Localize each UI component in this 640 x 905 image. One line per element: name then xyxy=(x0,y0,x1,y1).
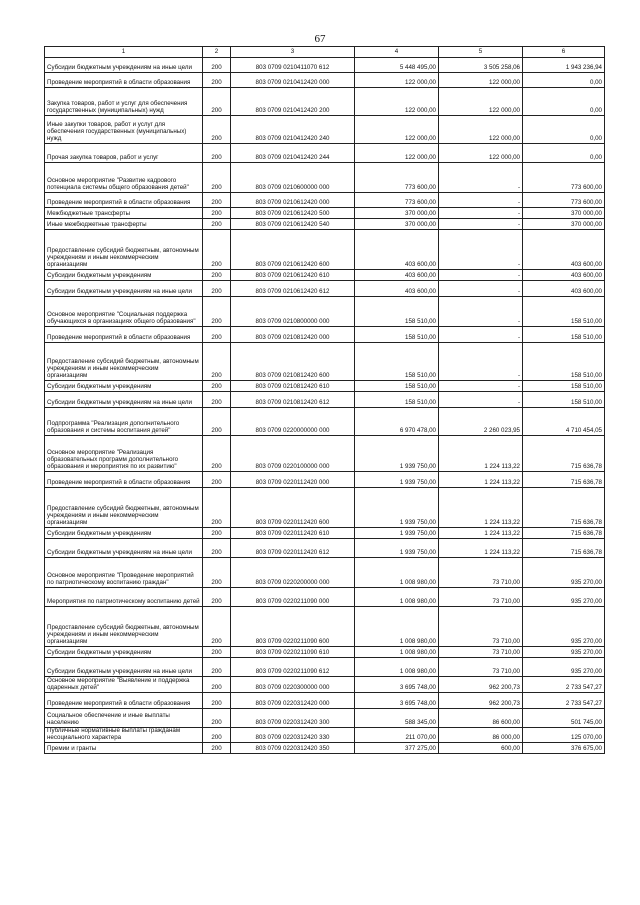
row-approved-cell: 6 970 478,00 xyxy=(355,408,439,436)
row-line-code-cell: 200 xyxy=(203,270,231,281)
row-name-cell: Основное мероприятие "Реализация образовательных программ дополнительного образования и мероприятия по их развитию" xyxy=(45,436,203,472)
row-name-cell: Закупка товаров, работ и услуг для обеспечения государственных (муниципальных) нужд xyxy=(45,88,203,116)
row-approved-cell: 1 008 980,00 xyxy=(355,558,439,588)
table-row xyxy=(45,647,605,658)
row-name-cell: Субсидии бюджетным учреждениям на иные цели xyxy=(45,539,203,558)
row-approved-cell: 122 000,00 xyxy=(355,116,439,144)
table-row xyxy=(45,709,605,728)
row-approved-cell: 211 070,00 xyxy=(355,728,439,743)
page-number: 67 xyxy=(314,33,326,45)
row-budget-code-cell: 803 0709 0220312420 000 xyxy=(231,693,355,709)
row-name-cell: Субсидии бюджетным учреждениям xyxy=(45,381,203,392)
row-unexecuted-cell: 935 270,00 xyxy=(523,588,605,607)
row-line-code-cell: 200 xyxy=(203,436,231,472)
row-line-code-cell: 200 xyxy=(203,297,231,327)
row-line-code-cell: 200 xyxy=(203,488,231,528)
row-executed-cell: 1 224 113,22 xyxy=(439,539,523,558)
row-name-cell: Основное мероприятие "Социальная поддержка обучающихся в организациях общего образования" xyxy=(45,297,203,327)
row-name-cell: Проведение мероприятий в области образования xyxy=(45,693,203,709)
table-row xyxy=(45,193,605,208)
row-line-code-cell: 200 xyxy=(203,327,231,343)
row-budget-code-cell: 803 0709 0220100000 000 xyxy=(231,436,355,472)
row-budget-code-cell: 803 0709 0220112420 600 xyxy=(231,488,355,528)
table-row xyxy=(45,728,605,743)
row-unexecuted-cell: 370 000,00 xyxy=(523,219,605,230)
table-row xyxy=(45,539,605,558)
row-unexecuted-cell: 715 636,78 xyxy=(523,488,605,528)
table-row xyxy=(45,144,605,163)
row-line-code-cell: 200 xyxy=(203,73,231,88)
table-row xyxy=(45,270,605,281)
row-budget-code-cell: 803 0709 0210412420 200 xyxy=(231,88,355,116)
row-executed-cell: 122 000,00 xyxy=(439,73,523,88)
row-executed-cell: - xyxy=(439,281,523,297)
table-body xyxy=(45,58,605,754)
header-cell: 2 xyxy=(203,47,231,58)
row-line-code-cell: 200 xyxy=(203,343,231,381)
table-row xyxy=(45,73,605,88)
row-line-code-cell: 200 xyxy=(203,728,231,743)
row-approved-cell: 403 600,00 xyxy=(355,281,439,297)
row-unexecuted-cell: 158 510,00 xyxy=(523,381,605,392)
row-budget-code-cell: 803 0709 0210612420 000 xyxy=(231,193,355,208)
row-name-cell: Субсидии бюджетным учреждениям xyxy=(45,270,203,281)
row-executed-cell: - xyxy=(439,270,523,281)
row-name-cell: Премии и гранты xyxy=(45,743,203,754)
header-cell: 3 xyxy=(231,47,355,58)
row-budget-code-cell: 803 0709 0210612420 610 xyxy=(231,270,355,281)
row-approved-cell: 3 695 748,00 xyxy=(355,677,439,693)
row-approved-cell: 158 510,00 xyxy=(355,343,439,381)
row-executed-cell: 2 260 023,95 xyxy=(439,408,523,436)
row-unexecuted-cell: 125 070,00 xyxy=(523,728,605,743)
row-budget-code-cell: 803 0709 0210412420 244 xyxy=(231,144,355,163)
row-name-cell: Проведение мероприятий в области образования xyxy=(45,327,203,343)
row-approved-cell: 773 600,00 xyxy=(355,163,439,193)
row-unexecuted-cell: 715 636,78 xyxy=(523,539,605,558)
row-executed-cell: 73 710,00 xyxy=(439,558,523,588)
row-line-code-cell: 200 xyxy=(203,539,231,558)
row-approved-cell: 1 939 750,00 xyxy=(355,472,439,488)
row-line-code-cell: 200 xyxy=(203,647,231,658)
row-budget-code-cell: 803 0709 0210800000 000 xyxy=(231,297,355,327)
row-executed-cell: 73 710,00 xyxy=(439,607,523,647)
table-row xyxy=(45,588,605,607)
row-name-cell: Социальное обеспечение и иные выплаты населению xyxy=(45,709,203,728)
table-row xyxy=(45,230,605,270)
row-approved-cell: 370 000,00 xyxy=(355,208,439,219)
row-executed-cell: 86 600,00 xyxy=(439,709,523,728)
row-name-cell: Предоставление субсидий бюджетным, автономным учреждениям и иным некоммерческим организациям xyxy=(45,343,203,381)
row-executed-cell: 1 224 113,22 xyxy=(439,528,523,539)
row-unexecuted-cell: 715 636,78 xyxy=(523,472,605,488)
row-unexecuted-cell: 2 733 547,27 xyxy=(523,677,605,693)
row-line-code-cell: 200 xyxy=(203,281,231,297)
header-cell: 1 xyxy=(45,47,203,58)
row-budget-code-cell: 803 0709 0210412420 240 xyxy=(231,116,355,144)
row-executed-cell: 962 200,73 xyxy=(439,693,523,709)
row-line-code-cell: 200 xyxy=(203,528,231,539)
row-line-code-cell: 200 xyxy=(203,709,231,728)
row-name-cell: Субсидии бюджетным учреждениям xyxy=(45,647,203,658)
row-line-code-cell: 200 xyxy=(203,607,231,647)
row-unexecuted-cell: 403 600,00 xyxy=(523,281,605,297)
row-approved-cell: 1 939 750,00 xyxy=(355,488,439,528)
row-line-code-cell: 200 xyxy=(203,743,231,754)
row-line-code-cell: 200 xyxy=(203,58,231,73)
row-approved-cell: 122 000,00 xyxy=(355,73,439,88)
row-executed-cell: 122 000,00 xyxy=(439,144,523,163)
row-budget-code-cell: 803 0709 0210812420 000 xyxy=(231,327,355,343)
table-row xyxy=(45,488,605,528)
row-line-code-cell: 200 xyxy=(203,658,231,677)
row-name-cell: Субсидии бюджетным учреждениям на иные цели xyxy=(45,658,203,677)
row-unexecuted-cell: 935 270,00 xyxy=(523,647,605,658)
row-executed-cell: - xyxy=(439,381,523,392)
row-executed-cell: 86 000,00 xyxy=(439,728,523,743)
row-line-code-cell: 200 xyxy=(203,558,231,588)
table-row xyxy=(45,116,605,144)
row-executed-cell: 962 200,73 xyxy=(439,677,523,693)
row-approved-cell: 1 008 980,00 xyxy=(355,658,439,677)
row-name-cell: Проведение мероприятий в области образования xyxy=(45,472,203,488)
row-executed-cell: - xyxy=(439,193,523,208)
table-row xyxy=(45,281,605,297)
row-budget-code-cell: 803 0709 0210812420 610 xyxy=(231,381,355,392)
table-row xyxy=(45,163,605,193)
row-executed-cell: 3 505 258,06 xyxy=(439,58,523,73)
row-executed-cell: - xyxy=(439,219,523,230)
row-approved-cell: 1 008 980,00 xyxy=(355,588,439,607)
row-name-cell: Публичные нормативные выплаты гражданам несоциального характера xyxy=(45,728,203,743)
row-approved-cell: 1 008 980,00 xyxy=(355,607,439,647)
row-line-code-cell: 200 xyxy=(203,230,231,270)
row-executed-cell: 122 000,00 xyxy=(439,116,523,144)
row-budget-code-cell: 803 0709 0220112420 610 xyxy=(231,528,355,539)
table-row xyxy=(45,219,605,230)
row-budget-code-cell: 803 0709 0220112420 000 xyxy=(231,472,355,488)
row-approved-cell: 122 000,00 xyxy=(355,144,439,163)
table-row xyxy=(45,408,605,436)
row-name-cell: Иные закупки товаров, работ и услуг для обеспечения государственных (муниципальных) нужд xyxy=(45,116,203,144)
row-budget-code-cell: 803 0709 0220211090 612 xyxy=(231,658,355,677)
row-unexecuted-cell: 403 600,00 xyxy=(523,230,605,270)
row-approved-cell: 3 695 748,00 xyxy=(355,693,439,709)
row-budget-code-cell: 803 0709 0210612420 600 xyxy=(231,230,355,270)
row-unexecuted-cell: 158 510,00 xyxy=(523,297,605,327)
budget-table xyxy=(44,46,605,754)
row-budget-code-cell: 803 0709 0210600000 000 xyxy=(231,163,355,193)
row-name-cell: Предоставление субсидий бюджетным, автономным учреждениям и иным некоммерческим организациям xyxy=(45,230,203,270)
row-unexecuted-cell: 715 636,78 xyxy=(523,528,605,539)
row-budget-code-cell: 803 0709 0210612420 540 xyxy=(231,219,355,230)
row-name-cell: Субсидии бюджетным учреждениям на иные цели xyxy=(45,281,203,297)
row-budget-code-cell: 803 0709 0210812420 600 xyxy=(231,343,355,381)
row-name-cell: Основное мероприятие "Проведение мероприятий по патриотическому воспитанию граждан" xyxy=(45,558,203,588)
table-row xyxy=(45,658,605,677)
row-unexecuted-cell: 158 510,00 xyxy=(523,392,605,408)
row-name-cell: Основное мероприятие "Развитие кадрового потенциала системы общего образования детей" xyxy=(45,163,203,193)
row-approved-cell: 1 939 750,00 xyxy=(355,539,439,558)
row-line-code-cell: 200 xyxy=(203,116,231,144)
row-approved-cell: 158 510,00 xyxy=(355,297,439,327)
header-row xyxy=(45,47,605,58)
table-row xyxy=(45,528,605,539)
row-name-cell: Субсидии бюджетным учреждениям на иные цели xyxy=(45,58,203,73)
row-approved-cell: 1 939 750,00 xyxy=(355,436,439,472)
table-row xyxy=(45,58,605,73)
row-executed-cell: 73 710,00 xyxy=(439,647,523,658)
table-row xyxy=(45,343,605,381)
row-unexecuted-cell: 158 510,00 xyxy=(523,327,605,343)
row-unexecuted-cell: 0,00 xyxy=(523,73,605,88)
row-unexecuted-cell: 935 270,00 xyxy=(523,607,605,647)
row-budget-code-cell: 803 0709 0210411070 612 xyxy=(231,58,355,73)
row-line-code-cell: 200 xyxy=(203,144,231,163)
row-executed-cell: 1 224 113,22 xyxy=(439,436,523,472)
row-name-cell: Подпрограмма "Реализация дополнительного образования и системы воспитания детей" xyxy=(45,408,203,436)
table-row xyxy=(45,472,605,488)
header-cell: 4 xyxy=(355,47,439,58)
table-row xyxy=(45,392,605,408)
row-unexecuted-cell: 376 675,00 xyxy=(523,743,605,754)
row-line-code-cell: 200 xyxy=(203,163,231,193)
table-row xyxy=(45,743,605,754)
table-row xyxy=(45,297,605,327)
row-name-cell: Предоставление субсидий бюджетным, автономным учреждениям и иным некоммерческим организациям xyxy=(45,607,203,647)
row-approved-cell: 403 600,00 xyxy=(355,270,439,281)
row-executed-cell: - xyxy=(439,208,523,219)
table-row xyxy=(45,436,605,472)
row-line-code-cell: 200 xyxy=(203,408,231,436)
table-row xyxy=(45,693,605,709)
row-unexecuted-cell: 501 745,00 xyxy=(523,709,605,728)
row-unexecuted-cell: 403 600,00 xyxy=(523,270,605,281)
row-approved-cell: 588 345,00 xyxy=(355,709,439,728)
row-executed-cell: - xyxy=(439,343,523,381)
row-budget-code-cell: 803 0709 0220300000 000 xyxy=(231,677,355,693)
row-line-code-cell: 200 xyxy=(203,219,231,230)
row-budget-code-cell: 803 0709 0220000000 000 xyxy=(231,408,355,436)
row-executed-cell: 600,00 xyxy=(439,743,523,754)
row-line-code-cell: 200 xyxy=(203,588,231,607)
row-executed-cell: - xyxy=(439,230,523,270)
row-name-cell: Межбюджетные трансферты xyxy=(45,208,203,219)
header-cell: 5 xyxy=(439,47,523,58)
row-approved-cell: 158 510,00 xyxy=(355,327,439,343)
row-name-cell: Субсидии бюджетным учреждениям на иные цели xyxy=(45,392,203,408)
row-line-code-cell: 200 xyxy=(203,208,231,219)
row-unexecuted-cell: 773 600,00 xyxy=(523,193,605,208)
row-unexecuted-cell: 935 270,00 xyxy=(523,658,605,677)
row-name-cell: Проведение мероприятий в области образования xyxy=(45,73,203,88)
row-budget-code-cell: 803 0709 0220312420 330 xyxy=(231,728,355,743)
row-executed-cell: 1 224 113,22 xyxy=(439,472,523,488)
table-row xyxy=(45,607,605,647)
row-budget-code-cell: 803 0709 0220211090 610 xyxy=(231,647,355,658)
row-name-cell: Иные межбюджетные трансферты xyxy=(45,219,203,230)
row-budget-code-cell: 803 0709 0220312420 300 xyxy=(231,709,355,728)
row-approved-cell: 377 275,00 xyxy=(355,743,439,754)
row-unexecuted-cell: 4 710 454,05 xyxy=(523,408,605,436)
row-name-cell: Основное мероприятие "Выявление и поддержка одаренных детей" xyxy=(45,677,203,693)
row-name-cell: Прочая закупка товаров, работ и услуг xyxy=(45,144,203,163)
row-approved-cell: 403 600,00 xyxy=(355,230,439,270)
row-line-code-cell: 200 xyxy=(203,193,231,208)
row-approved-cell: 773 600,00 xyxy=(355,193,439,208)
row-unexecuted-cell: 935 270,00 xyxy=(523,558,605,588)
row-unexecuted-cell: 1 943 236,94 xyxy=(523,58,605,73)
row-budget-code-cell: 803 0709 0210812420 612 xyxy=(231,392,355,408)
row-budget-code-cell: 803 0709 0210612420 500 xyxy=(231,208,355,219)
row-approved-cell: 5 448 495,00 xyxy=(355,58,439,73)
row-approved-cell: 122 000,00 xyxy=(355,88,439,116)
row-budget-code-cell: 803 0709 0220112420 612 xyxy=(231,539,355,558)
row-budget-code-cell: 803 0709 0220312420 350 xyxy=(231,743,355,754)
row-line-code-cell: 200 xyxy=(203,88,231,116)
row-executed-cell: - xyxy=(439,297,523,327)
row-unexecuted-cell: 0,00 xyxy=(523,116,605,144)
table-row xyxy=(45,88,605,116)
row-unexecuted-cell: 2 733 547,27 xyxy=(523,693,605,709)
row-approved-cell: 158 510,00 xyxy=(355,381,439,392)
row-unexecuted-cell: 370 000,00 xyxy=(523,208,605,219)
row-executed-cell: - xyxy=(439,163,523,193)
row-budget-code-cell: 803 0709 0220211090 000 xyxy=(231,588,355,607)
row-budget-code-cell: 803 0709 0210412420 000 xyxy=(231,73,355,88)
row-unexecuted-cell: 158 510,00 xyxy=(523,343,605,381)
row-budget-code-cell: 803 0709 0210612420 612 xyxy=(231,281,355,297)
table-row xyxy=(45,558,605,588)
table-row xyxy=(45,677,605,693)
row-executed-cell: - xyxy=(439,392,523,408)
row-name-cell: Мероприятия по патриотическому воспитанию детей xyxy=(45,588,203,607)
row-unexecuted-cell: 773 600,00 xyxy=(523,163,605,193)
table-row xyxy=(45,208,605,219)
row-approved-cell: 1 939 750,00 xyxy=(355,528,439,539)
row-approved-cell: 370 000,00 xyxy=(355,219,439,230)
row-executed-cell: 73 710,00 xyxy=(439,658,523,677)
row-line-code-cell: 200 xyxy=(203,693,231,709)
row-executed-cell: 1 224 113,22 xyxy=(439,488,523,528)
table-row xyxy=(45,381,605,392)
row-unexecuted-cell: 715 636,78 xyxy=(523,436,605,472)
header-cell: 6 xyxy=(523,47,605,58)
row-budget-code-cell: 803 0709 0220200000 000 xyxy=(231,558,355,588)
row-line-code-cell: 200 xyxy=(203,677,231,693)
row-unexecuted-cell: 0,00 xyxy=(523,88,605,116)
row-executed-cell: 73 710,00 xyxy=(439,588,523,607)
row-name-cell: Проведение мероприятий в области образования xyxy=(45,193,203,208)
row-budget-code-cell: 803 0709 0220211090 600 xyxy=(231,607,355,647)
row-approved-cell: 158 510,00 xyxy=(355,392,439,408)
row-executed-cell: - xyxy=(439,327,523,343)
row-line-code-cell: 200 xyxy=(203,381,231,392)
row-approved-cell: 1 008 980,00 xyxy=(355,647,439,658)
row-name-cell: Предоставление субсидий бюджетным, автономным учреждениям и иным некоммерческим организациям xyxy=(45,488,203,528)
row-line-code-cell: 200 xyxy=(203,392,231,408)
table-row xyxy=(45,327,605,343)
row-executed-cell: 122 000,00 xyxy=(439,88,523,116)
row-unexecuted-cell: 0,00 xyxy=(523,144,605,163)
row-line-code-cell: 200 xyxy=(203,472,231,488)
row-name-cell: Субсидии бюджетным учреждениям xyxy=(45,528,203,539)
